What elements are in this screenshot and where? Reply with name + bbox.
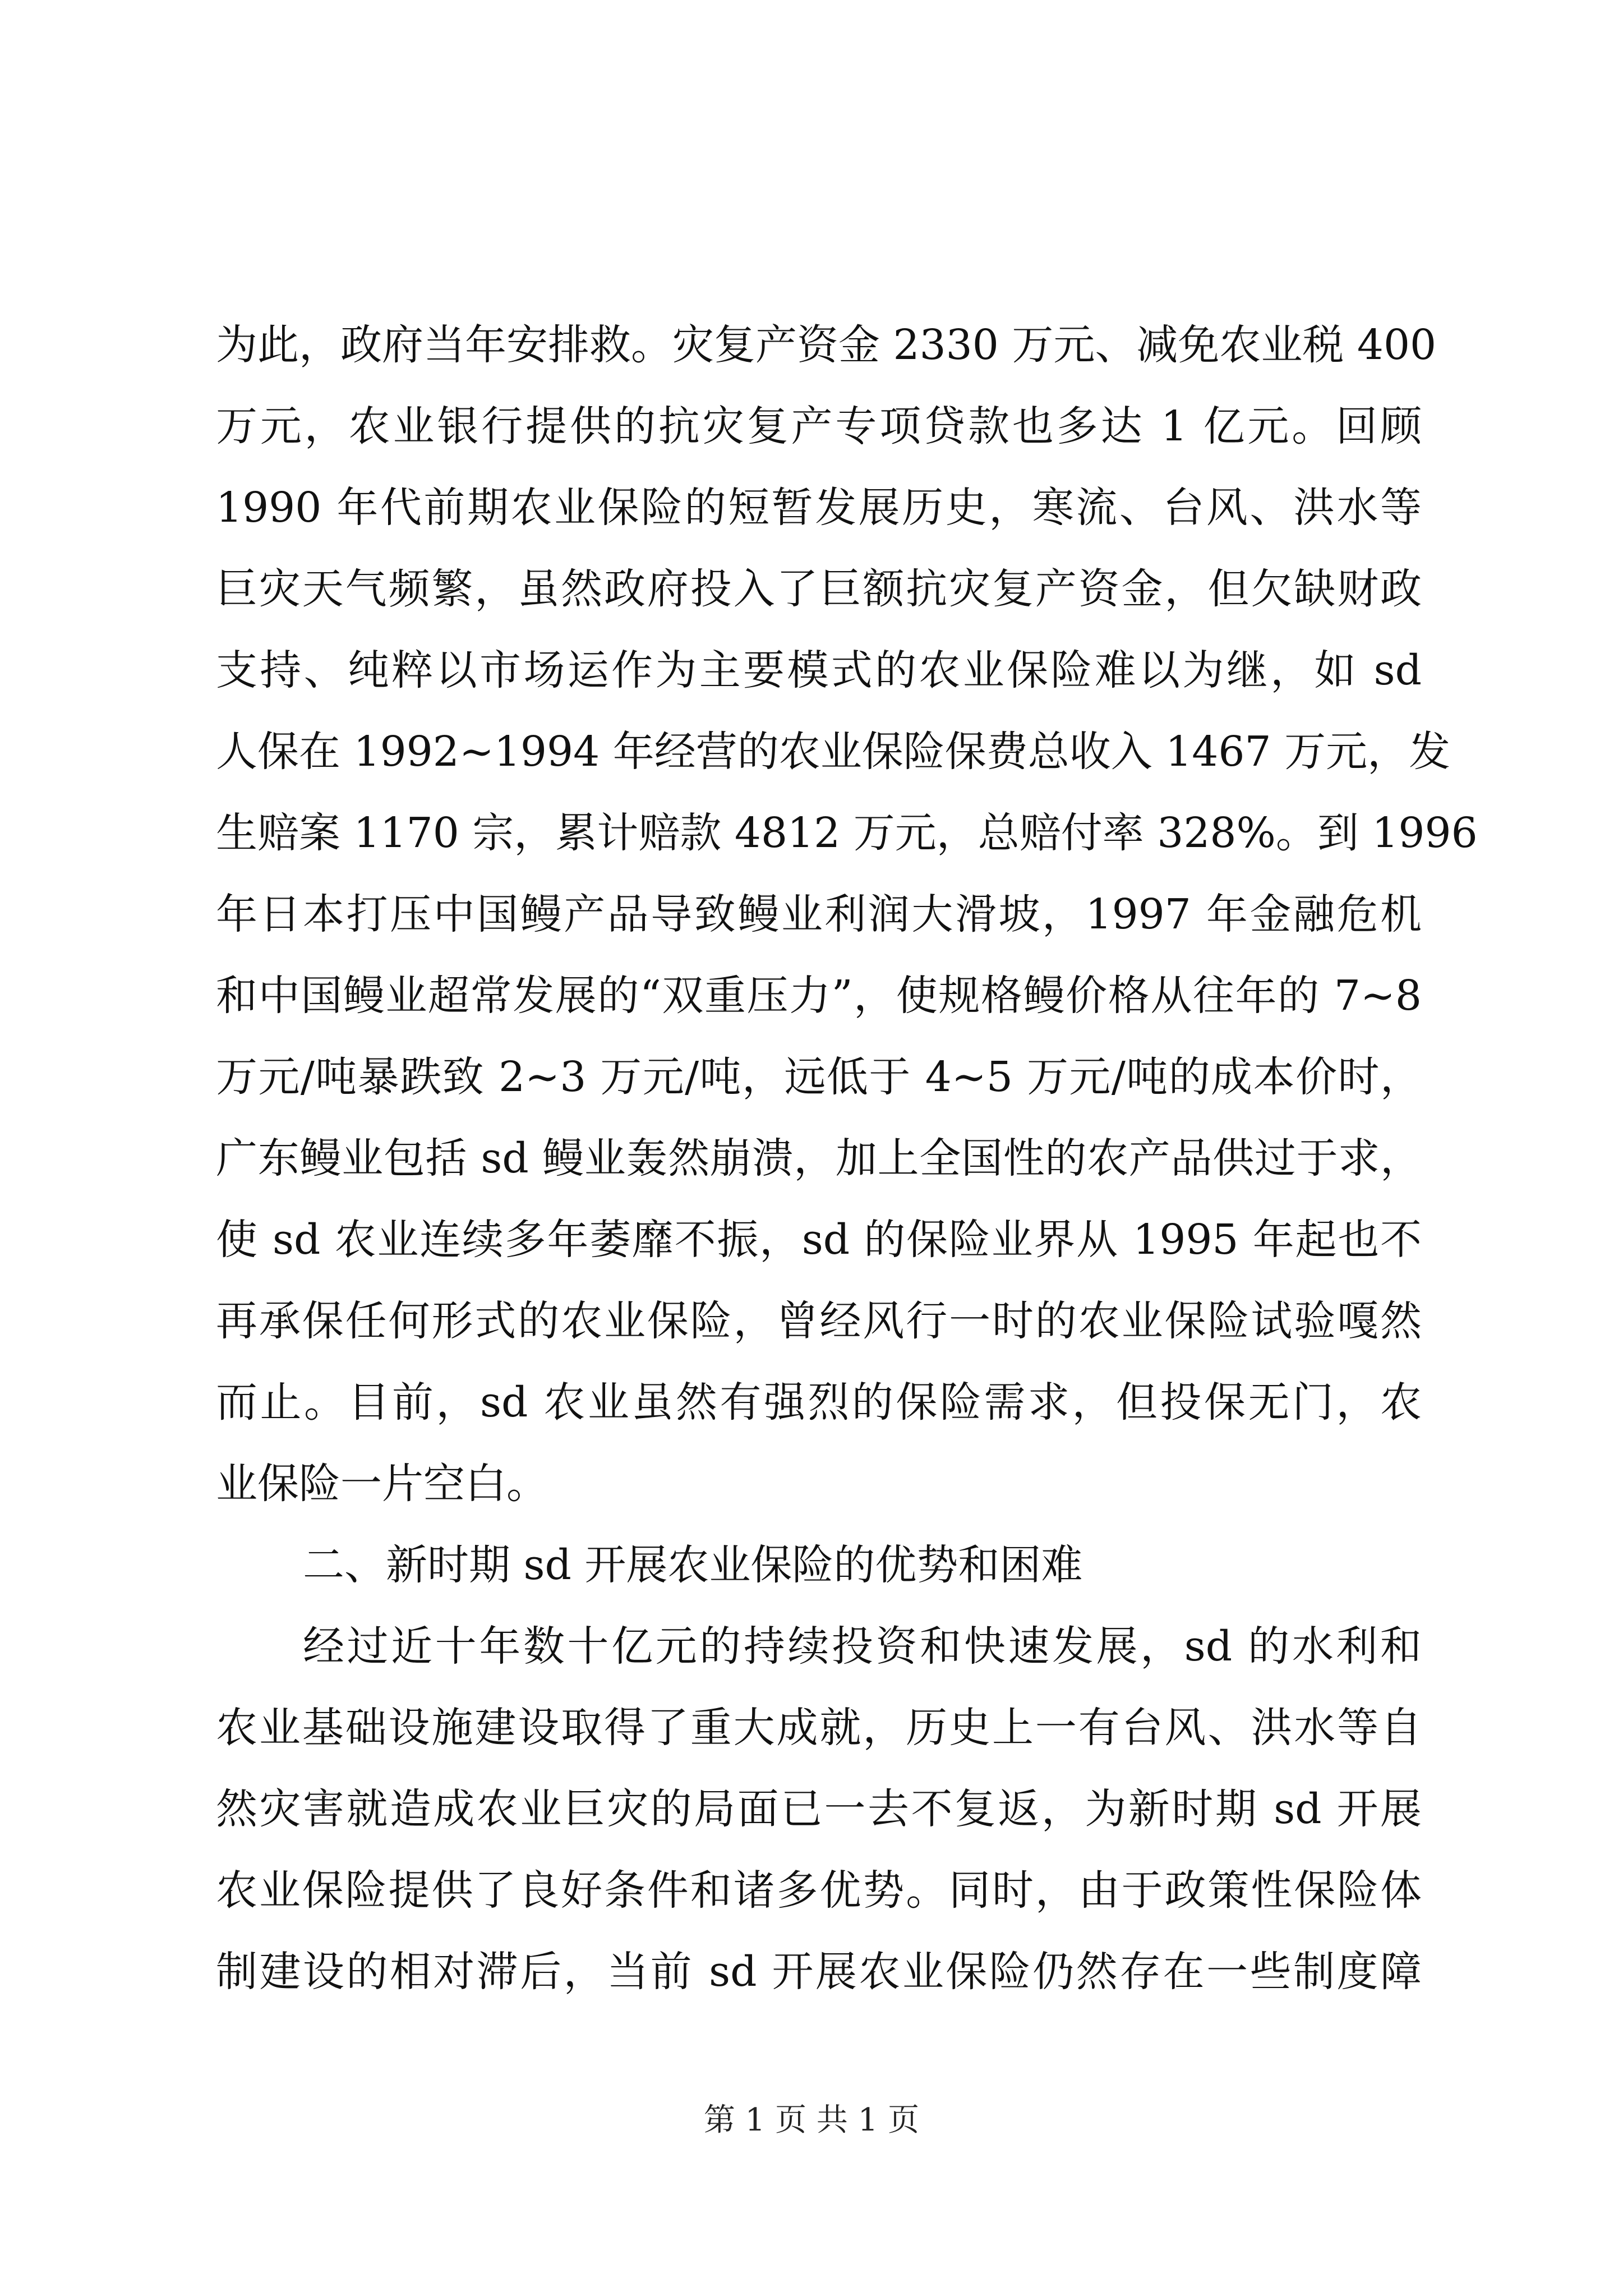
text-line: 制建设的相对滞后，当前 sd 开展农业保险仍然存在一些制度障 [216, 1948, 1422, 1996]
text-line: 万元/吨暴跌致 2~3 万元/吨，远低于 4~5 万元/吨的成本价时， [216, 1053, 1422, 1101]
text-line: 农业保险提供了良好条件和诸多优势。同时，由于政策性保险体 [216, 1866, 1422, 1915]
text-line: 年日本打压中国鳗产品导致鳗业利润大滑坡，1997 年金融危机 [216, 890, 1422, 938]
text-line: 经过近十年数十亿元的持续投资和快速发展，sd 的水利和 [303, 1622, 1422, 1671]
text-line: 然灾害就造成农业巨灾的局面已一去不复返，为新时期 sd 开展 [216, 1785, 1422, 1833]
text-line: 人保在 1992~1994 年经营的农业保险保费总收入 1467 万元，发 [216, 728, 1451, 776]
text-line: 万元，农业银行提供的抗灾复产专项贷款也多达 1 亿元。回顾 [216, 402, 1422, 450]
text-line: 为此，政府当年安排救。灾复产资金 2330 万元、减免农业税 400 [216, 321, 1437, 369]
text-line: 业保险一片空白。 [216, 1460, 548, 1508]
text-line: 而止。目前，sd 农业虽然有强烈的保险需求，但投保无门，农 [216, 1378, 1422, 1427]
text-line: 再承保任何形式的农业保险，曾经风行一时的农业保险试验嘎然 [216, 1297, 1422, 1345]
text-line: 1990 年代前期农业保险的短暂发展历史，寒流、台风、洪水等 [216, 484, 1422, 532]
section-heading: 二、新时期 sd 开展农业保险的优势和困难 [303, 1541, 1083, 1589]
page-number-footer: 第 1 页 共 1 页 [703, 2102, 920, 2138]
text-line: 支持、纯粹以市场运作为主要模式的农业保险难以为继，如 sd [216, 646, 1422, 694]
text-line: 使 sd 农业连续多年萎靡不振，sd 的保险业界从 1995 年起也不 [216, 1216, 1422, 1264]
text-line: 巨灾天气频繁，虽然政府投入了巨额抗灾复产资金，但欠缺财政 [216, 565, 1422, 613]
text-line: 农业基础设施建设取得了重大成就，历史上一有台风、洪水等自 [216, 1704, 1422, 1752]
text-line: 生赔案 1170 宗，累计赔款 4812 万元，总赔付率 328%。到 1996 [216, 809, 1478, 857]
text-line: 和中国鳗业超常发展的“双重压力”，使规格鳗价格从往年的 7~8 [216, 972, 1422, 1020]
text-line: 广东鳗业包括 sd 鳗业轰然崩溃，加上全国性的农产品供过于求， [216, 1134, 1422, 1182]
